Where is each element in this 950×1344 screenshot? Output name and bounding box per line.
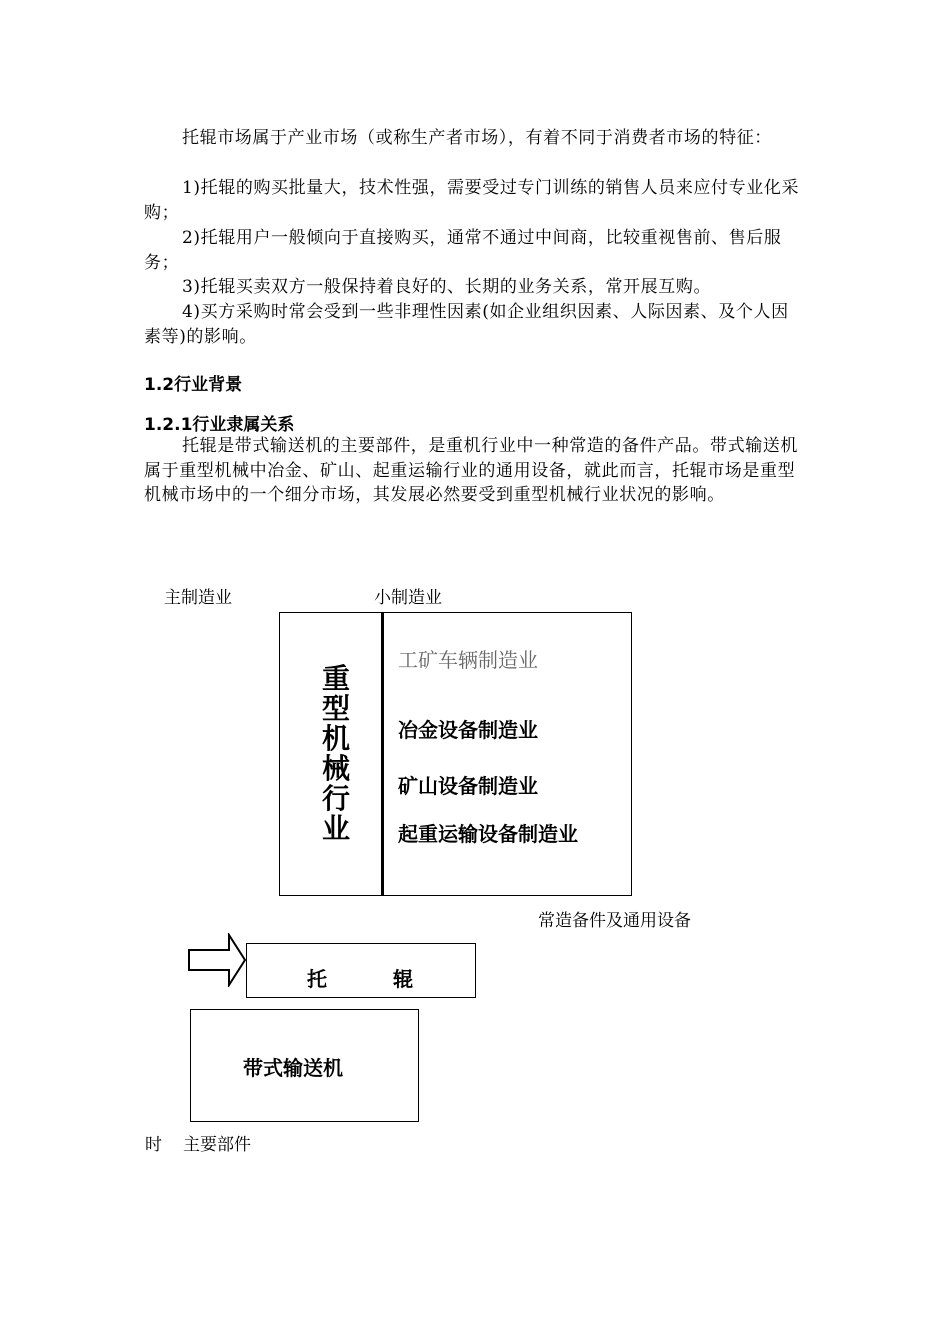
paragraph-industry-affiliation: 托辊是带式输送机的主要部件，是重机行业中一种常造的备件产品。带式输送机属于重型机械中冶金、矿山、起重运输行业的通用设备，就此而言，托辊市场是重型机械市场中的一个细分市场，其发展必然要受到重型机械行业状况的影响。: [144, 436, 798, 505]
item-metallurgy-equipment: 冶金设备制造业: [398, 718, 538, 742]
roller-label-1: 托: [307, 967, 327, 991]
section-heading-1-2: 1.2行业背景: [144, 375, 243, 395]
roller-box: [246, 943, 476, 998]
item-mining-equipment: 矿山设备制造业: [398, 774, 538, 798]
paragraph-point-1: 1)托辊的购买批量大，技术性强，需要受过专门训练的销售人员来应付专业化采购；: [144, 178, 800, 223]
item-mining-vehicles: 工矿车辆制造业: [398, 648, 538, 672]
right-arrow-outline-icon: [187, 933, 247, 987]
label-common-parts: 常造备件及通用设备: [538, 911, 691, 931]
paragraph-market-features: 托辊市场属于产业市场（或称生产者市场），有着不同于消费者市场的特征：: [182, 128, 772, 148]
paragraph-point-4: 4)买方采购时常会受到一些非理性因素(如企业组织因素、人际因素、及个人因素等)的影响。: [144, 302, 789, 347]
roller-label-2: 辊: [393, 967, 413, 991]
box-divider: [381, 612, 384, 896]
heavy-machinery-title: 重型机械行业: [321, 662, 350, 845]
paragraph-point-2: 2)托辊用户一般倾向于直接购买，通常不通过中间商，比较重视售前、售后服务；: [144, 228, 782, 273]
label-main-part: 主要部件: [183, 1135, 251, 1155]
label-time: 时: [145, 1135, 162, 1155]
label-sub-manufacturing: 小制造业: [374, 588, 442, 608]
section-heading-1-2-1: 1.2.1行业隶属关系: [144, 415, 295, 435]
label-main-manufacturing: 主制造业: [164, 588, 232, 608]
paragraph-point-3: 3)托辊买卖双方一般保持着良好的、长期的业务关系，常开展互购。: [182, 277, 712, 297]
item-hoisting-transport-equipment: 起重运输设备制造业: [398, 822, 578, 846]
conveyor-label: 带式输送机: [243, 1056, 343, 1080]
